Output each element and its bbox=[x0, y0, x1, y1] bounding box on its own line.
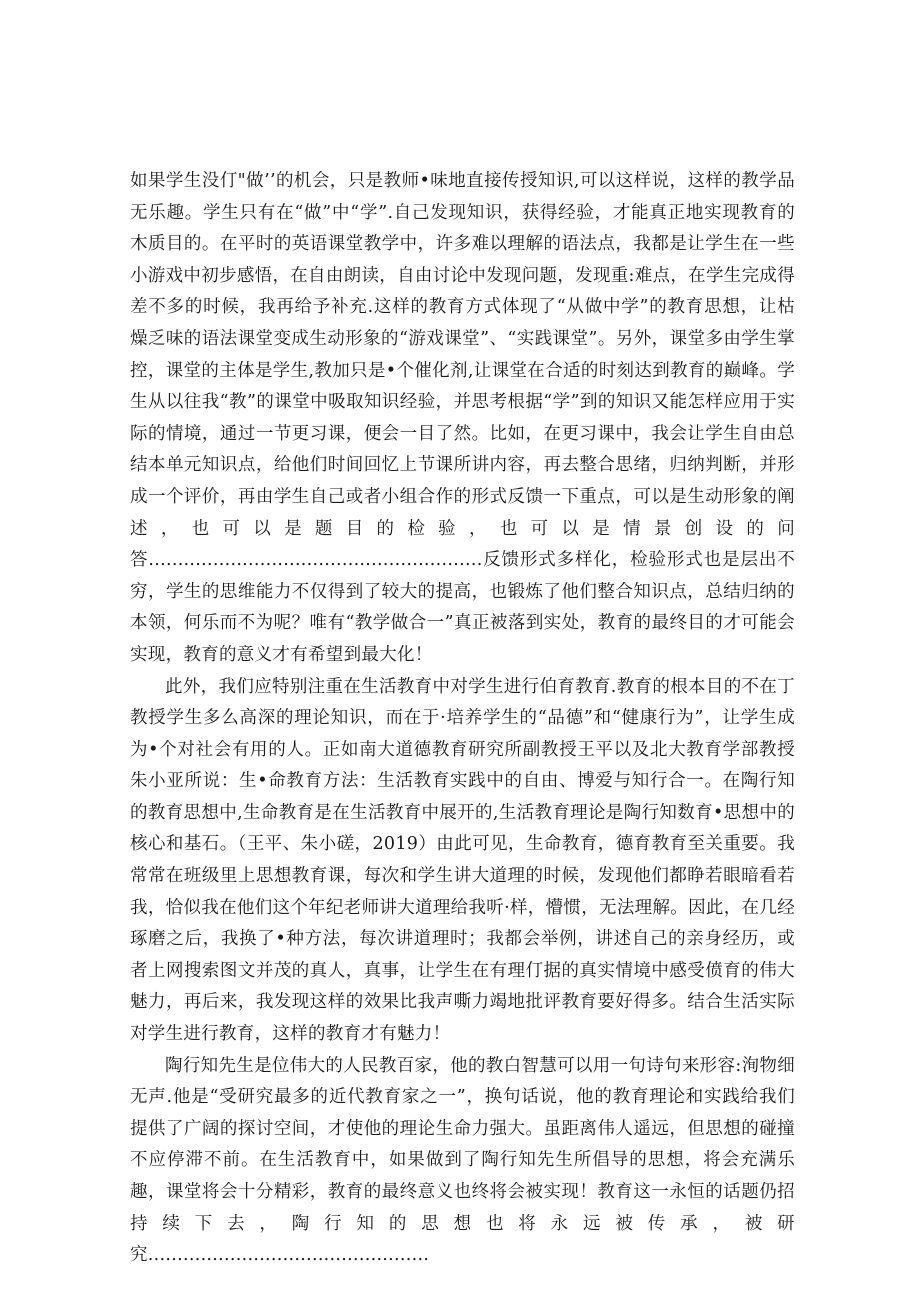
paragraph-3: 陶行知先生是位伟大的人民教百家，他的教白智慧可以用一句诗句来形容:洵物细无声.他是“受研究最多的近代教育家之一”，换句话说，他的教育理论和实践给我们提供了广阔的探讨空间，才使他的理论生命力强大。虽距离伟人遥远，但思想的碰撞不应停滞不前。在生活教育中，如果做到了陶行知先生所倡导的思想，将会充满乐趣，课堂将会十分精彩，教育的最终意义也终将会被实现！教育这一永恒的话题仍招持续下去，陶行知的思想也将永远被传承，被研究................................................ bbox=[130, 1055, 795, 1266]
document-body bbox=[130, 166, 795, 1272]
paragraph-2: 此外，我们应特别注重在生活教育中对学生进行伯育教育.教育的根本目的不在丁教授学生多么高深的理论知识，而在于·培养学生的“品德”和“健康行为”，让学生成为•个对社会有用的人。正如南大道德教育研究所副教授王平以及北大教育学部教授朱小亚所说：生•命教育方法：生活教育实践中的自由、博爱与知行合一。在陶行知的教育思想中,生命教育是在生活教育中展开的,生活教育理论是陶行知数育•思想中的核心和基石。（王平、朱小磋，2019）由此可见，生命教育，德育教育至关重要。我常常在班级里上思想教育课，每次和学生讲大道理的时候，发现他们都睁若眼暗看若我，恰似我在他们这个年纪老师讲大道理给我听·样，懵惯，无法理解。因此，在几经琢磨之后，我换了•种方法，每次讲道理时；我都会举例，讲述自己的亲身经历，或者上网搜索图文并茂的真人，真事，让学生在有理仃据的真实情境中感受偾育的伟大魅力，再后来，我发现这样的效果比我声嘶力竭地批评教育要好得多。结合生活实际对学生进行教育，这样的教育才有魅力！ bbox=[130, 676, 795, 1045]
paragraph-1: 如果学生没仃"做’’的机会，只是教师•味地直接传授知识,可以这样说，这样的教学品无乐趣。学生只有在“做”中“学”.自己发现知识，获得经验，才能真正地实现教育的木质目的。在平时的英语课堂教学中，许多难以理解的语法点，我都是让学生在一些小游戏中初步感悟，在自由朗读，自由讨论中发现问题，发现重:难点，在学生完成得差不多的时候，我再给予补充.这样的教育方式体现了“从做中学”的教育思想，让枯燥乏味的语法课堂变成生动形象的“游戏课堂”、“实践课堂”。另外，课堂多由学生掌控，课堂的主体是学生,教加只是•个催化剂,让课堂在合适的时刻达到教育的巅峰。学生从以往我“教”的课堂中吸取知识经验，并思考根据“学”到的知识又能怎样应用于实际的情境，通过一节更习课，便会一目了然。比如，在更习课中，我会让学生自由总结本单元知识点，给他们时间回忆上节课所讲内容，再去整合思绪，归纳判断，并形成一个评价，再由学生自己或者小组合作的形式反馈一下重点，可以是生动形象的阐述，也可以是题目的检验，也可以是情景创设的问答.........................................................反馈形式多样化，检验形式也是层出不穷，学生的思维能力不仅得到了较大的提高，也锻炼了他们整合知识点，总结归纳的本领，何乐而不为呢？唯有“教学做合一”真正被落到实处，教育的最终目的才可能会实现，教育的意义才有希望到最大化！ bbox=[130, 171, 795, 665]
